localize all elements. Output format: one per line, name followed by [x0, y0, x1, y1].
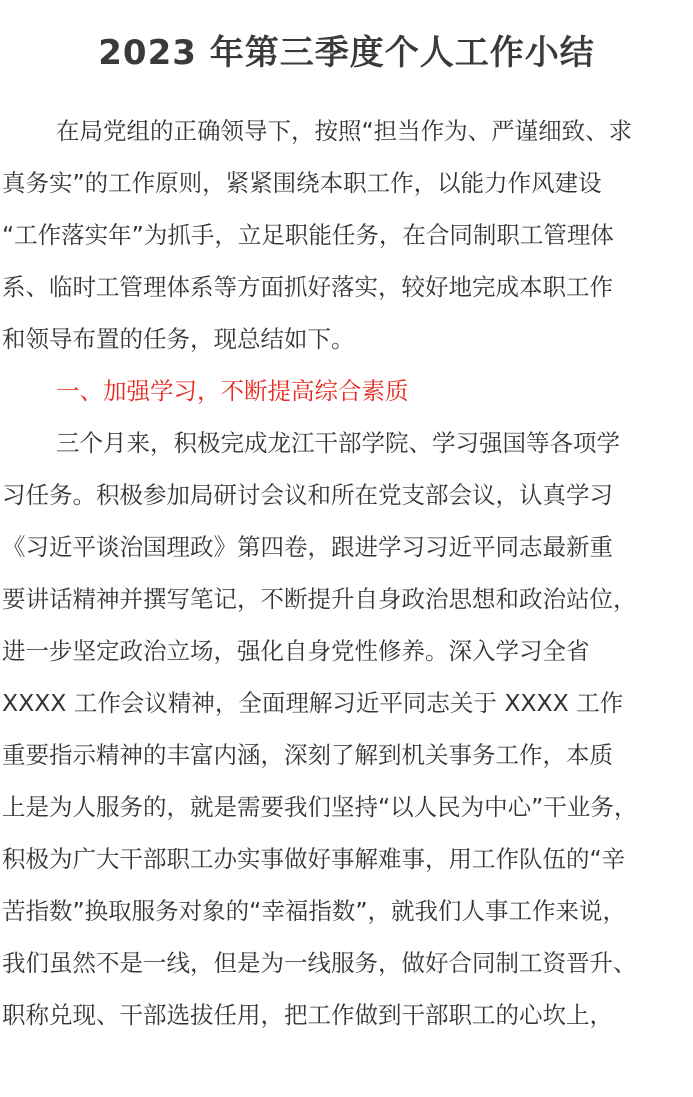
paragraph-line: 重要指示精神的丰富内涵，深刻了解到机关事务工作，本质	[2, 741, 613, 769]
paragraph-line: 《习近平谈治国理政》第四卷，跟进学习习近平同志最新重	[2, 533, 613, 561]
paragraph-line: 职称兑现、干部选拔任用，把工作做到干部职工的心坎上，	[2, 1001, 613, 1029]
paragraph-line: 积极为广大干部职工办实事做好事解难事，用工作队伍的“辛	[2, 845, 626, 873]
paragraph-line: “工作落实年”为抓手，立足职能任务，在合同制职工管理体	[2, 221, 614, 249]
paragraph-line: 我们虽然不是一线，但是为一线服务，做好合同制工资晋升、	[2, 949, 637, 977]
paragraph-line: 系、临时工管理体系等方面抓好落实，较好地完成本职工作	[2, 273, 613, 301]
paragraph-line: 习任务。积极参加局研讨会议和所在党支部会议，认真学习	[2, 481, 613, 509]
paragraph-line: 在局党组的正确领导下，按照“担当作为、严谨细致、求	[56, 117, 633, 145]
document-body	[2, 105, 693, 1041]
paragraph-line: 要讲话精神并撰写笔记，不断提升自身政治思想和政治站位，	[2, 585, 637, 613]
paragraph-line: 苦指数”换取服务对象的“幸福指数”，就我们人事工作来说，	[2, 897, 627, 925]
paragraph-line: 上是为人服务的，就是需要我们坚持“以人民为中心”干业务，	[2, 793, 638, 821]
paragraph-line: 进一步坚定政治立场，强化自身党性修养。深入学习全省	[2, 637, 590, 665]
paragraph-line: 和领导布置的任务，现总结如下。	[2, 325, 355, 353]
paragraph-line: 三个月来，积极完成龙江干部学院、学习强国等各项学	[56, 429, 620, 457]
paragraph-line: 真务实”的工作原则，紧紧围绕本职工作，以能力作风建设	[2, 169, 602, 197]
paragraph-line: XXXX 工作会议精神，全面理解习近平同志关于 XXXX 工作	[2, 689, 624, 717]
section-heading: 一、加强学习，不断提高综合素质	[56, 377, 409, 405]
document-title: 2023 年第三季度个人工作小结	[98, 33, 595, 73]
